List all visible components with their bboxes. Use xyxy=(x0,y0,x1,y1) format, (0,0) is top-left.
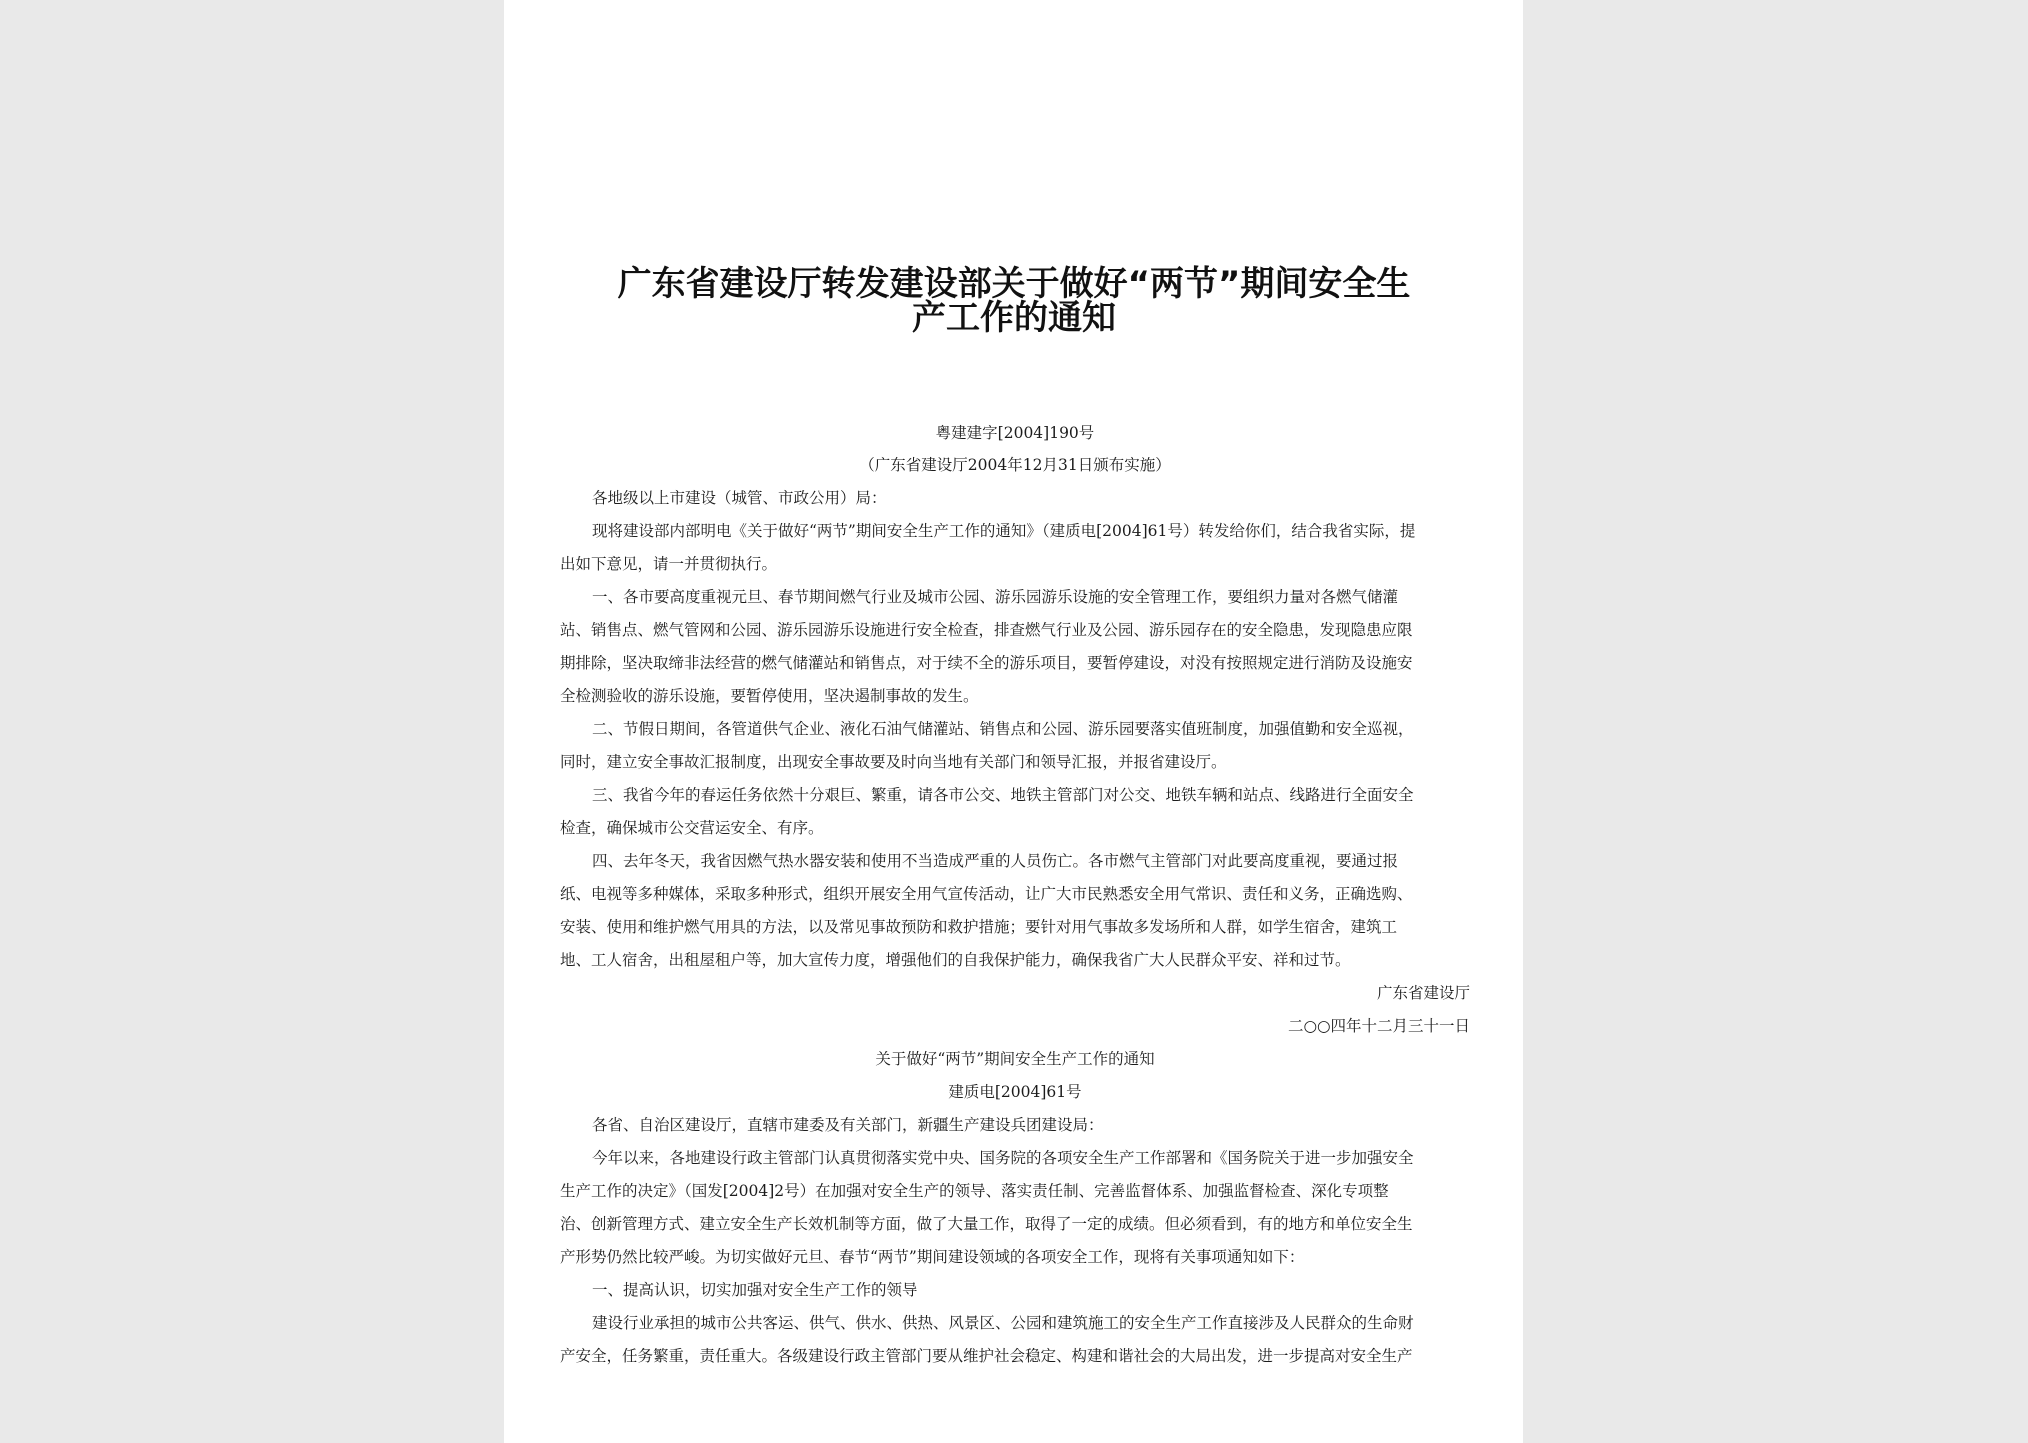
body-line: 出如下意见，请一并贯彻执行。 xyxy=(560,555,778,573)
body-line: 同时，建立安全事故汇报制度，出现安全事故要及时向当地有关部门和领导汇报，并报省建设厅。 xyxy=(560,753,1227,771)
body-line: 安装、使用和维护燃气用具的方法，以及常见事故预防和救护措施；要针对用气事故多发场所和人群，如学生宿舍，建筑工 xyxy=(560,918,1398,936)
attached-notice-number: 建质电[2004]61号 xyxy=(948,1083,1082,1101)
body-line: 三、我省今年的春运任务依然十分艰巨、繁重，请各市公交、地铁主管部门对公交、地铁车辆和站点、线路进行全面安全 xyxy=(592,786,1414,804)
body-line: 检查，确保城市公交营运安全、有序。 xyxy=(560,819,824,837)
section-heading: 一、提高认识，切实加强对安全生产工作的领导 xyxy=(592,1281,918,1299)
issue-note: （广东省建设厅2004年12月31日颁布实施） xyxy=(859,456,1171,474)
body-line: 一、各市要高度重视元旦、春节期间燃气行业及城市公园、游乐园游乐设施的安全管理工作，要组织力量对各燃气储灌 xyxy=(592,588,1399,606)
body-line: 二、节假日期间，各管道供气企业、液化石油气储灌站、销售点和公园、游乐园要落实值班制度，加强值勤和安全巡视， xyxy=(592,720,1414,738)
document-title-line-2: 产工作的通知 xyxy=(912,298,1116,338)
body-line: 全检测验收的游乐设施，要暂停使用，坚决遏制事故的发生。 xyxy=(560,687,979,705)
body-line: 站、销售点、燃气管网和公园、游乐园游乐设施进行安全检查，排查燃气行业及公园、游乐园存在的安全隐患，发现隐患应限 xyxy=(560,621,1413,639)
document-title-line-1: 广东省建设厅转发建设部关于做好“两节”期间安全生 xyxy=(617,264,1411,304)
attached-notice-title: 关于做好“两节”期间安全生产工作的通知 xyxy=(875,1050,1155,1068)
body-line: 生产工作的决定》（国发[2004]2号）在加强对安全生产的领导、落实责任制、完善监督体系、加强监督检查、深化专项整 xyxy=(560,1182,1389,1200)
signature-issuer: 广东省建设厅 xyxy=(1376,984,1470,1002)
body-line: 四、去年冬天，我省因燃气热水器安装和使用不当造成严重的人员伤亡。各市燃气主管部门对此要高度重视，要通过报 xyxy=(592,852,1399,870)
addressee: 各地级以上市建设（城管、市政公用）局： xyxy=(592,489,887,507)
body-line: 产安全，任务繁重，责任重大。各级建设行政主管部门要从维护社会稳定、构建和谐社会的大局出发，进一步提高对安全生产 xyxy=(560,1347,1413,1365)
body-line: 建设行业承担的城市公共客运、供气、供水、供热、风景区、公园和建筑施工的安全生产工作直接涉及人民群众的生命财 xyxy=(592,1314,1414,1332)
signature-date: 二○○四年十二月三十一日 xyxy=(1287,1017,1470,1035)
document-page xyxy=(504,0,1523,1443)
body-line: 现将建设部内部明电《关于做好“两节”期间安全生产工作的通知》（建质电[2004]61号）转发给你们，结合我省实际，提 xyxy=(592,522,1416,540)
body-line: 产形势仍然比较严峻。为切实做好元旦、春节“两节”期间建设领域的各项安全工作，现将有关事项通知如下： xyxy=(560,1248,1305,1266)
attached-addressee: 各省、自治区建设厅，直辖市建委及有关部门，新疆生产建设兵团建设局： xyxy=(592,1116,1104,1134)
document-number: 粤建建字[2004]190号 xyxy=(935,424,1095,442)
body-line: 期排除，坚决取缔非法经营的燃气储灌站和销售点，对于续不全的游乐项目，要暂停建设，对没有按照规定进行消防及设施安 xyxy=(560,654,1413,672)
body-line: 纸、电视等多种媒体，采取多种形式，组织开展安全用气宣传活动，让广大市民熟悉安全用气常识、责任和义务，正确选购、 xyxy=(560,885,1413,903)
body-line: 治、创新管理方式、建立安全生产长效机制等方面，做了大量工作，取得了一定的成绩。但必须看到，有的地方和单位安全生 xyxy=(560,1215,1413,1233)
body-line: 今年以来，各地建设行政主管部门认真贯彻落实党中央、国务院的各项安全生产工作部署和《国务院关于进一步加强安全 xyxy=(592,1149,1414,1167)
body-line: 地、工人宿舍，出租屋租户等，加大宣传力度，增强他们的自我保护能力，确保我省广大人民群众平安、祥和过节。 xyxy=(560,951,1351,969)
